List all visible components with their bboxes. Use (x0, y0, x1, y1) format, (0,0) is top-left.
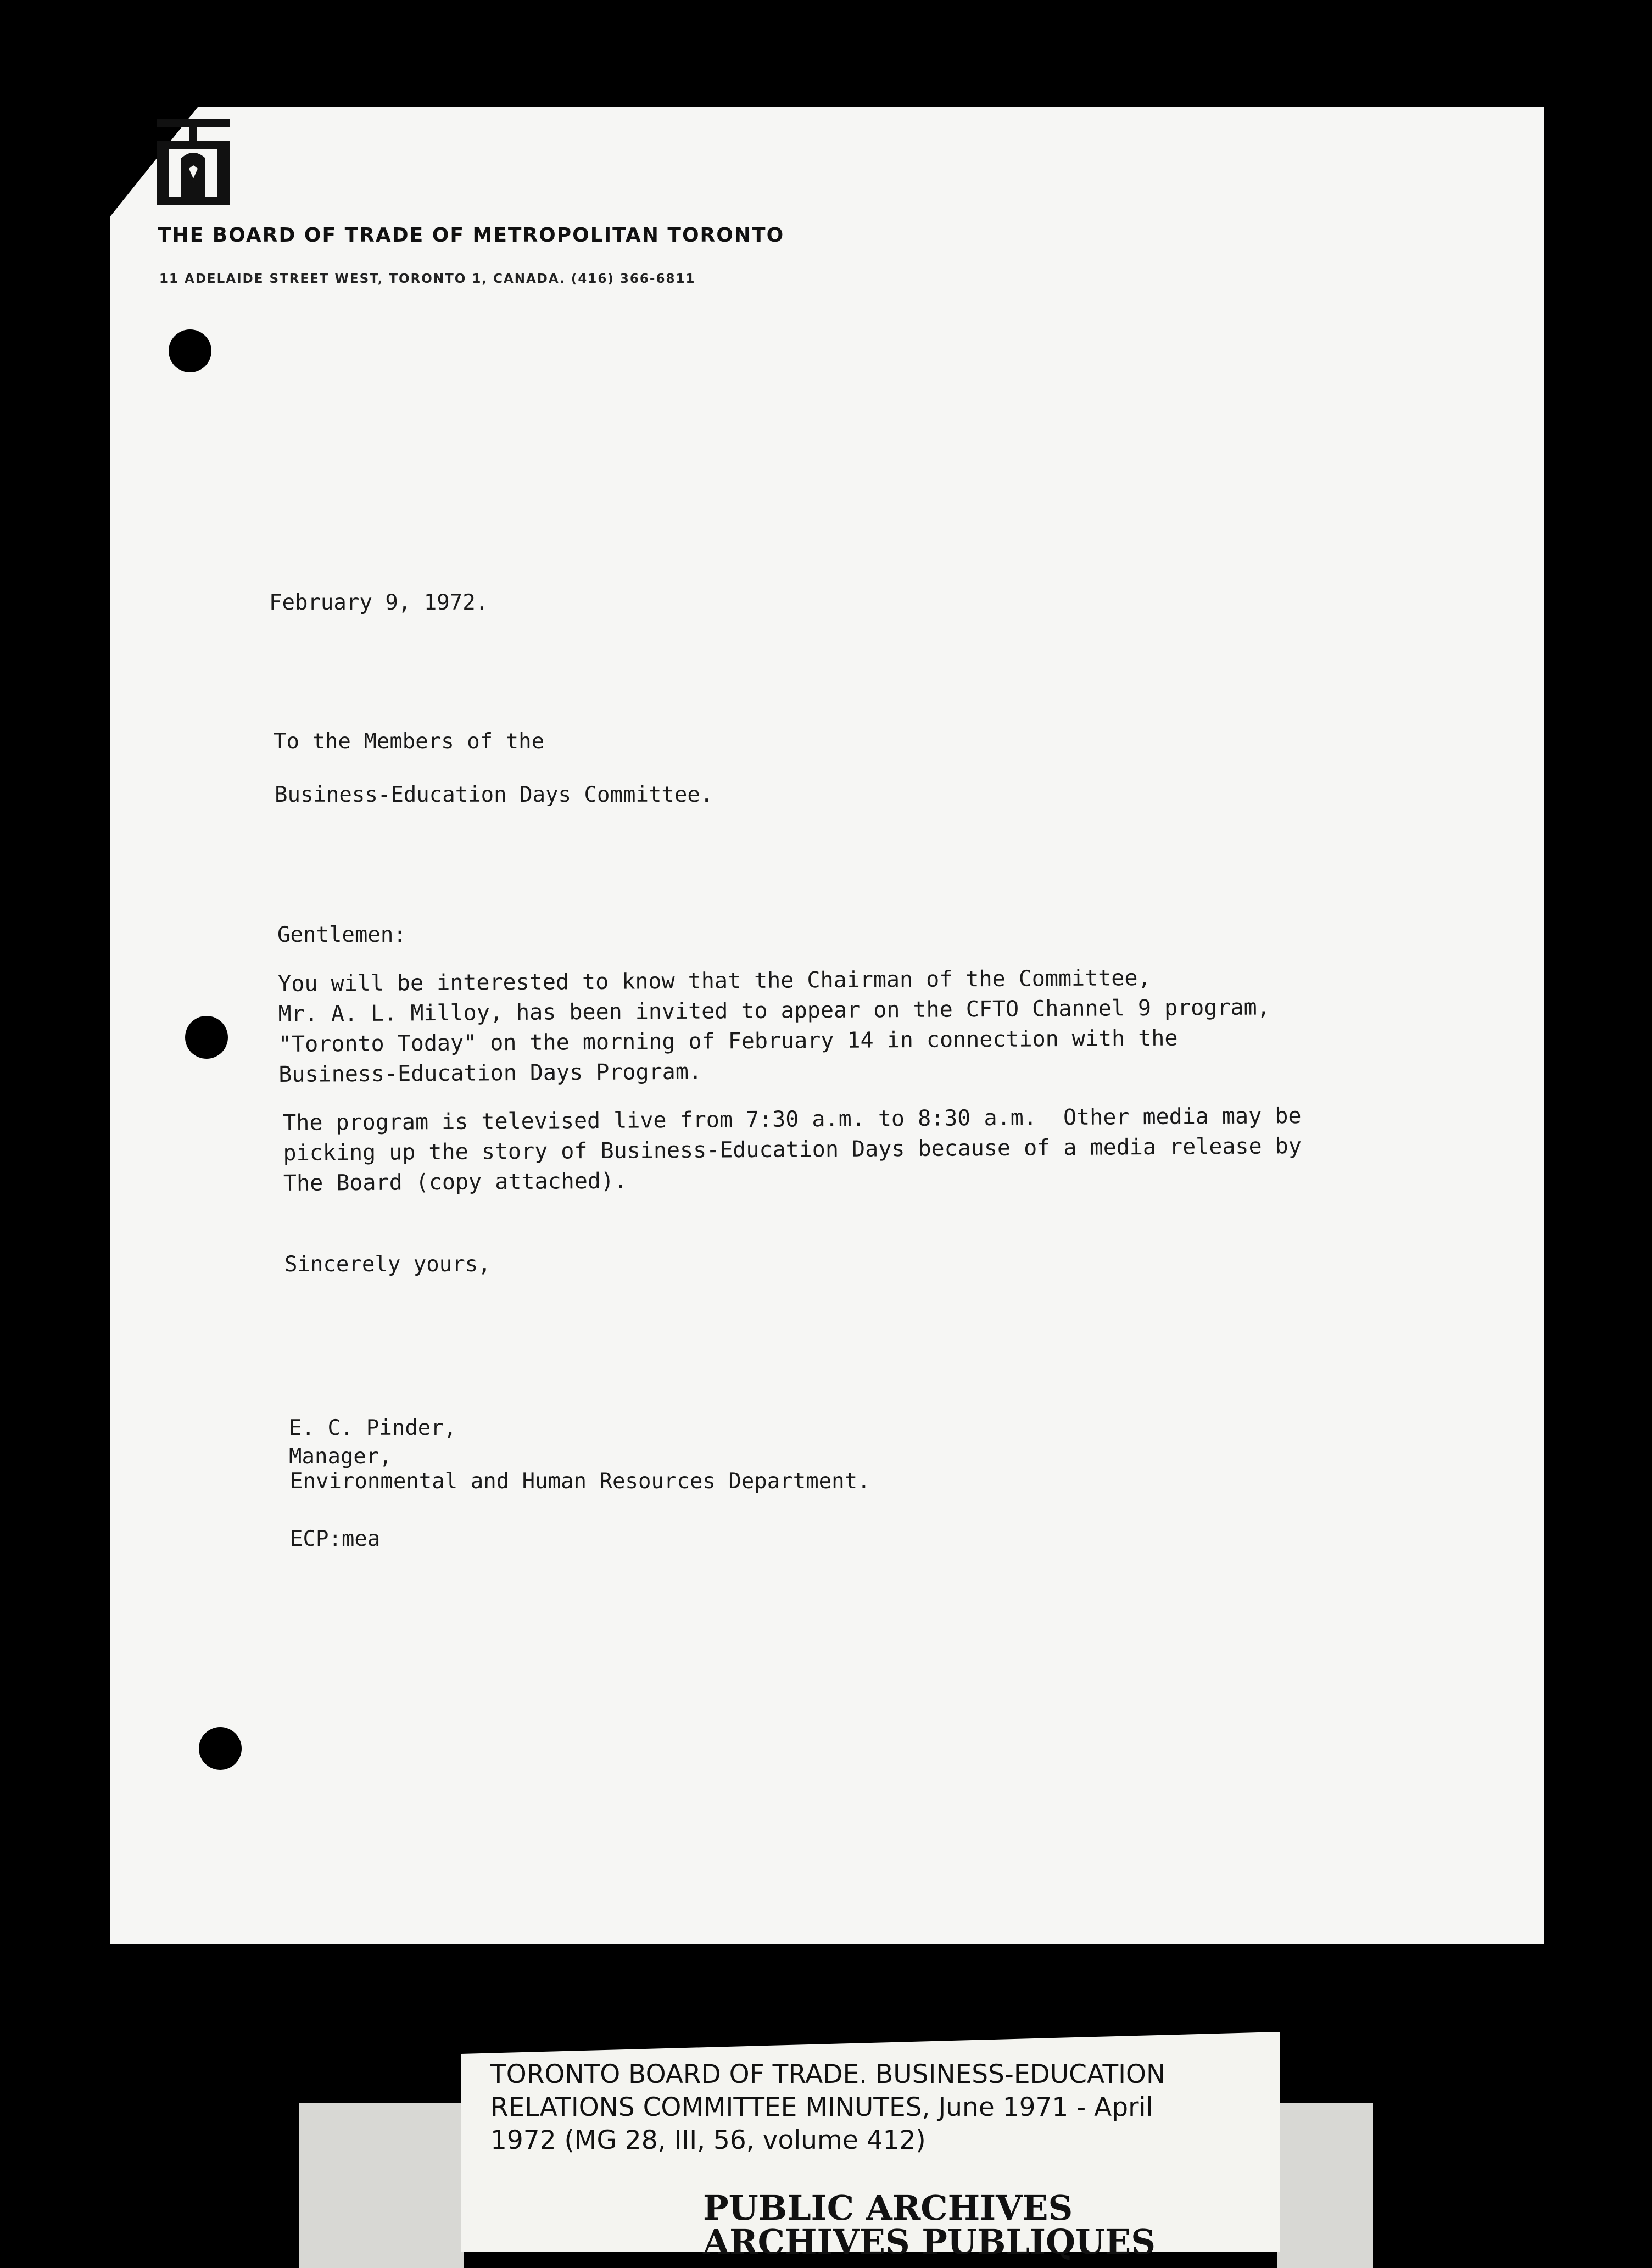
paragraph-1: You will be interested to know that the Chairman of the Committee, Mr. A. L. Milloy, has been invited to appear on the CFTO Channel 9 program, "Toronto Today" on the morning of February 14 in connection with the Business-Education Days Program. (278, 965, 1270, 1087)
label-backing-right (1277, 2103, 1373, 2268)
organization-address: 11 ADELAIDE STREET WEST, TORONTO 1, CANADA. (416) 366-6811 (159, 272, 696, 286)
punch-hole-middle (185, 1016, 228, 1059)
board-of-trade-monogram-icon (155, 117, 232, 208)
signer-title: Manager, (289, 1444, 392, 1469)
punch-hole-bottom (199, 1727, 242, 1770)
punch-hole-top (169, 329, 211, 372)
recipient-line-1: To the Members of the (274, 729, 545, 754)
reference-initials: ECP:mea (290, 1527, 381, 1551)
signer-department: Environmental and Human Resources Department. (290, 1469, 870, 1494)
recipient-line-2: Business-Education Days Committee. (275, 783, 713, 807)
label-backing-left (299, 2103, 464, 2268)
organization-name: THE BOARD OF TRADE OF METROPOLITAN TORONTO (158, 224, 785, 247)
signer-name: E. C. Pinder, (289, 1416, 457, 1440)
archive-label-text: TORONTO BOARD OF TRADE. BUSINESS-EDUCATION RELATIONS COMMITTEE MINUTES, June 1971 - April 1972 (MG 28, III, 56, volume 412) (490, 2059, 1166, 2155)
archive-stamp: PUBLIC ARCHIVES ARCHIVES PUBLIQUES (703, 2188, 1156, 2262)
letter-date: February 9, 1972. (269, 590, 489, 615)
paragraph-2: The program is televised live from 7:30 a.m. to 8:30 a.m. Other media may be picking up the story of Business-Education Days because of a media release by The Board (copy attached). (283, 1103, 1302, 1196)
salutation: Gentlemen: (277, 923, 406, 947)
closing: Sincerely yours, (284, 1252, 491, 1277)
